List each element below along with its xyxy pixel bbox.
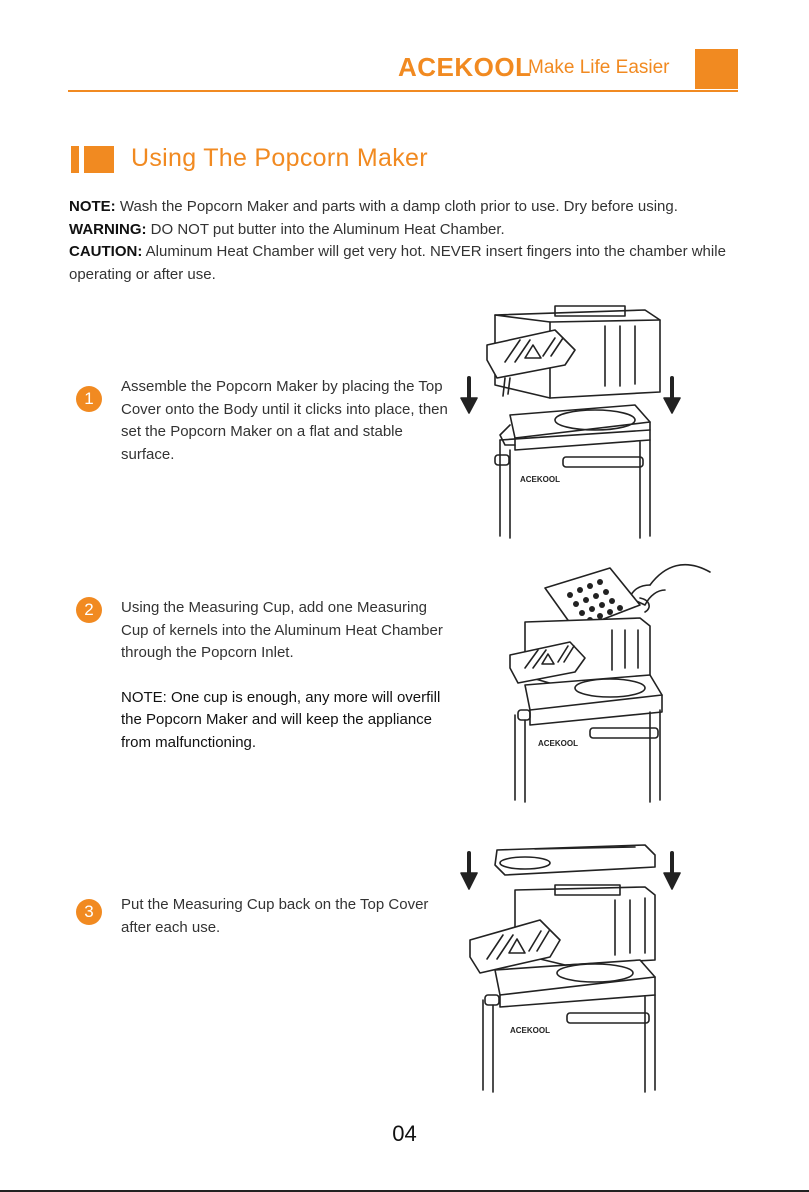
notice-text: DO NOT put butter into the Aluminum Heat Chamber. (146, 220, 505, 238)
step-3-number: 3 (76, 899, 102, 925)
body-brand-label: ACEKOOL (538, 739, 578, 748)
safety-notices (69, 196, 734, 286)
header-divider (68, 90, 738, 92)
popcorn-maker-cover-assembly-icon (455, 300, 695, 542)
step-instruction: Assemble the Popcorn Maker by placing the Top Cover onto the Body until it clicks into place, then set the Popcorn Maker on a flat and stable surface. (121, 378, 448, 463)
step-2-number: 2 (76, 597, 102, 623)
notice-label: NOTE: (69, 198, 116, 215)
step-instruction: Using the Measuring Cup, add one Measuring Cup of kernels into the Aluminum Heat Chamber through the Popcorn Inlet. (121, 599, 443, 661)
notice-label: CAUTION: (69, 243, 143, 260)
measuring-cup-pour-icon (500, 550, 715, 805)
brand-logo: ACEKOOL (398, 52, 532, 82)
caution-notice (69, 241, 734, 286)
notice-text: Aluminum Heat Chamber will get very hot. NEVER insert fingers into the chamber while operating or after use. (69, 243, 726, 283)
warning-notice (69, 219, 734, 242)
body-brand-label: ACEKOOL (510, 1026, 550, 1035)
section-title: Using The Popcorn Maker (131, 144, 428, 172)
step-instruction: Put the Measuring Cup back on the Top Cover after each use. (121, 896, 429, 936)
header-accent-block (695, 49, 738, 89)
page-header (0, 0, 809, 95)
step-3-text (121, 894, 451, 939)
step-note: NOTE: One cup is enough, any more will overfill the Popcorn Maker and will keep the appliance from malfunctioning. (121, 688, 441, 751)
body-brand-label: ACEKOOL (520, 475, 560, 484)
notice-text: Wash the Popcorn Maker and parts with a damp cloth prior to use. Dry before using. (115, 198, 678, 215)
measuring-cup-replace-icon (455, 835, 695, 1095)
brand-tagline: Make Life Easier (528, 57, 670, 78)
notice-label: WARNING: (69, 220, 147, 238)
step-1-number: 1 (76, 386, 102, 412)
step-2-text (121, 597, 451, 754)
note-notice (69, 196, 734, 219)
page-number: 04 (392, 1121, 417, 1146)
title-accent-block (84, 146, 114, 173)
title-accent-bar (71, 146, 79, 173)
step-1-text (121, 376, 451, 466)
